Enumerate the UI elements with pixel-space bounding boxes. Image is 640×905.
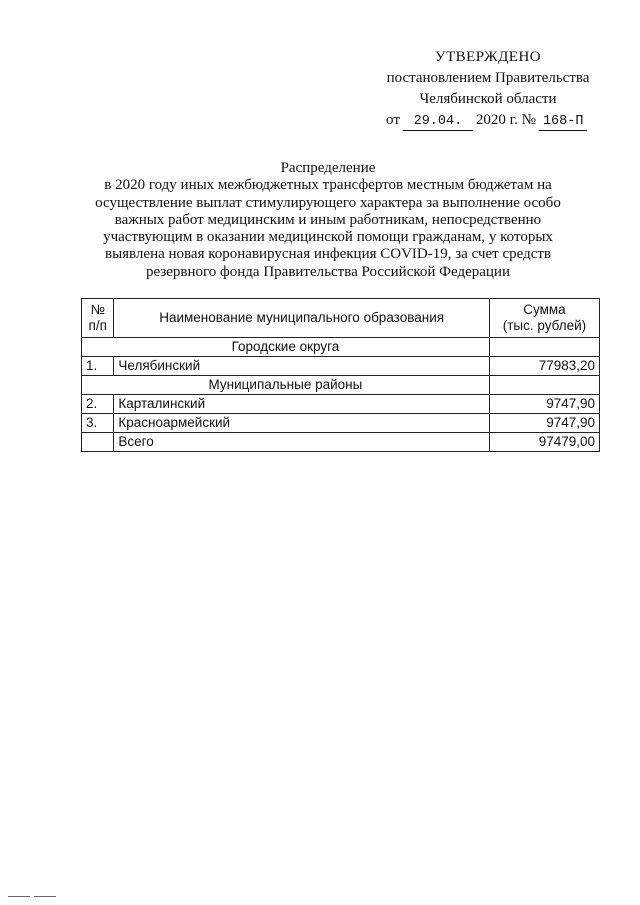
row-name: Красноармейский	[114, 414, 489, 433]
row-sum: 9747,90	[489, 395, 599, 414]
row-name: Карталинский	[114, 395, 489, 414]
heading-line: в 2020 году иных межбюджетных трансфертов местным бюджетам на	[104, 177, 552, 194]
header-num	[82, 299, 114, 338]
row-sum: 77983,20	[489, 357, 599, 376]
header-num-line2: п/п	[88, 318, 107, 333]
heading-line: осуществление выплат стимулирующего характера за выполнение особо	[95, 194, 561, 211]
edge-mark	[34, 896, 56, 897]
approval-date-line	[370, 110, 606, 131]
approval-region: Челябинской области	[419, 91, 557, 107]
header-name: Наименование муниципального образования	[114, 299, 489, 338]
header-sum	[489, 299, 599, 338]
header-sum-line1: Сумма	[523, 302, 566, 317]
group-label-districts: Муниципальные районы	[82, 376, 490, 395]
approval-number: 168-П	[539, 114, 587, 131]
approval-authority: постановлением Правительства	[386, 70, 590, 86]
group-row	[82, 338, 600, 357]
approval-title: УТВЕРЖДЕНО	[434, 49, 542, 65]
table-row	[82, 395, 600, 414]
heading-line: выявлена новая коронавирусная инфекция COVID-19, за счет средств	[104, 246, 551, 263]
table-header-row	[82, 299, 600, 338]
edge-mark	[8, 896, 30, 897]
approval-stamp	[370, 47, 606, 131]
group-sum-empty	[489, 376, 599, 395]
group-sum-empty	[489, 338, 599, 357]
row-name: Челябинский	[114, 357, 489, 376]
header-sum-line2: (тыс. рублей)	[502, 318, 587, 333]
approval-date: 29.04.	[403, 114, 473, 131]
heading-line: важных работ медицинским и иным работникам, непосредственно	[114, 211, 542, 228]
total-num-empty	[82, 433, 114, 452]
document-heading	[84, 160, 572, 281]
heading-line: участвующим в оказании медицинской помощи гражданам, у которых	[103, 229, 553, 246]
table-row	[82, 414, 600, 433]
year-text: 2020 г. №	[475, 112, 536, 128]
row-sum: 9747,90	[489, 414, 599, 433]
row-num: 1.	[82, 357, 114, 376]
date-prefix: от	[386, 112, 400, 128]
row-num: 2.	[82, 395, 114, 414]
heading-line: резервного фонда Правительства Российской Федерации	[145, 263, 510, 280]
total-row	[82, 433, 600, 452]
total-sum: 97479,00	[489, 433, 599, 452]
group-row	[82, 376, 600, 395]
total-label: Всего	[114, 433, 489, 452]
group-label-urban: Городские округа	[82, 338, 490, 357]
header-num-line1: №	[90, 302, 105, 317]
row-num: 3.	[82, 414, 114, 433]
scan-edge-marks	[8, 896, 56, 897]
table-row	[82, 357, 600, 376]
document-title: Распределение	[280, 160, 376, 176]
distribution-table	[81, 298, 600, 452]
